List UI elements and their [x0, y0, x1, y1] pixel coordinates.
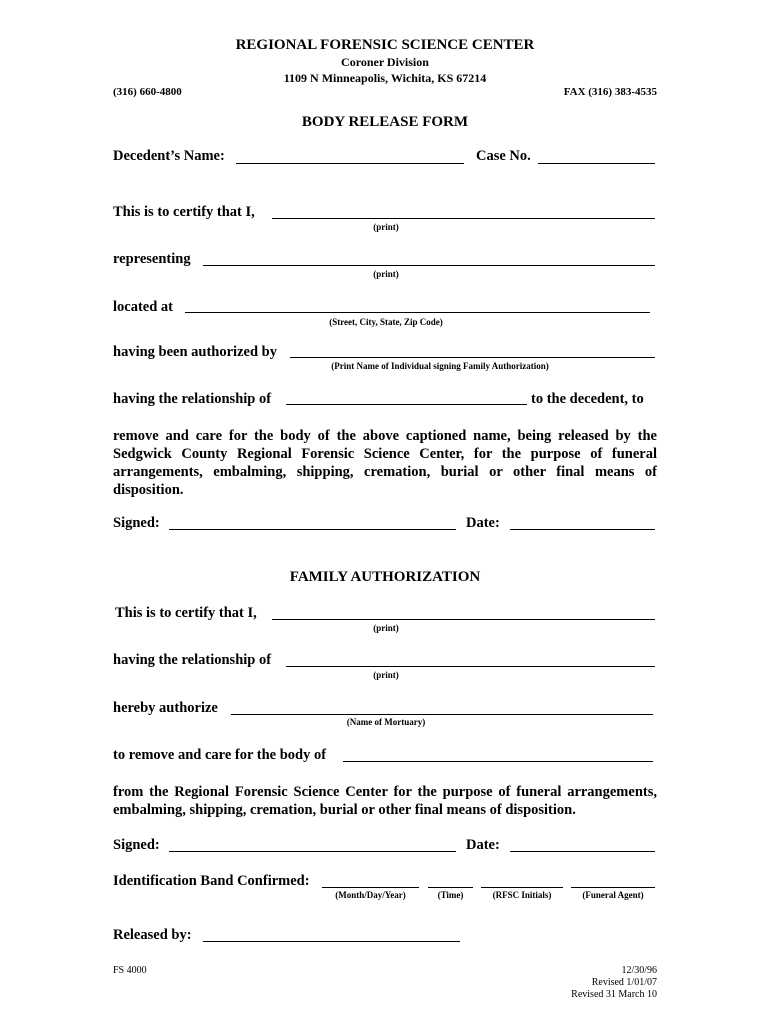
- representing-field[interactable]: [203, 265, 655, 266]
- family-signature-field[interactable]: [169, 851, 456, 852]
- footer-revised-2: Revised 31 March 10: [571, 989, 657, 1000]
- relationship-label: having the relationship of: [113, 391, 272, 407]
- family-paragraph: from the Regional Forensic Science Center for the purpose of funeral arrangements, embalming, shipping, cremation, burial or other final means of disposition.: [113, 784, 657, 818]
- family-signed-label: Signed:: [113, 837, 160, 853]
- family-name-field[interactable]: [272, 619, 655, 620]
- family-certify-label: This is to certify that I,: [115, 605, 257, 621]
- family-date-label: Date:: [466, 837, 500, 853]
- release-paragraph: remove and care for the body of the above captioned name, being released by the Sedgwick County Regional Forensic Science Center, for the purpose of funeral arrangements, embalming, shipping, cremation, burial or other final means of disposition.: [113, 428, 657, 498]
- body-of-label: to remove and care for the body of: [113, 747, 327, 763]
- caption-time: (Time): [437, 890, 464, 900]
- authorized-label: having been authorized by: [113, 344, 277, 360]
- division: Coroner Division: [341, 55, 429, 69]
- authorized-caption: (Print Name of Individual signing Family Authorization): [331, 361, 549, 371]
- representing-label: representing: [113, 251, 191, 267]
- release-date-field[interactable]: [510, 529, 655, 530]
- print-caption: (print): [373, 269, 399, 279]
- location-field[interactable]: [185, 312, 650, 313]
- id-band-rfsc-field[interactable]: [481, 887, 563, 888]
- footer-date: 12/30/96: [621, 965, 657, 976]
- id-band-time-field[interactable]: [428, 887, 473, 888]
- authorizer-field[interactable]: [290, 357, 655, 358]
- id-band-date-field[interactable]: [322, 887, 419, 888]
- decedent-label: Decedent’s Name:: [113, 148, 225, 164]
- released-label: Released by:: [113, 927, 192, 943]
- print-caption: (print): [373, 222, 399, 232]
- body-of-field[interactable]: [343, 761, 653, 762]
- release-signature-field[interactable]: [169, 529, 456, 530]
- signed-label: Signed:: [113, 515, 160, 531]
- print-caption: (print): [373, 670, 399, 680]
- fax: FAX (316) 383-4535: [563, 86, 657, 98]
- id-band-agent-field[interactable]: [571, 887, 655, 888]
- form-number: FS 4000: [113, 965, 147, 976]
- relationship-field[interactable]: [286, 404, 527, 405]
- print-caption: (print): [373, 623, 399, 633]
- authorize-label: hereby authorize: [113, 700, 218, 716]
- family-relationship-field[interactable]: [286, 666, 655, 667]
- caption-date: (Month/Day/Year): [335, 890, 406, 900]
- form-title: BODY RELEASE FORM: [301, 114, 469, 130]
- case-label: Case No.: [476, 148, 531, 164]
- family-title: FAMILY AUTHORIZATION: [289, 569, 481, 585]
- footer-revised-1: Revised 1/01/07: [591, 977, 657, 988]
- mortuary-caption: (Name of Mortuary): [346, 717, 426, 727]
- org-title: REGIONAL FORENSIC SCIENCE CENTER: [235, 37, 535, 53]
- family-relationship-label: having the relationship of: [113, 652, 272, 668]
- to-decedent-text: to the decedent, to: [531, 391, 644, 407]
- decedent-name-field[interactable]: [236, 163, 464, 164]
- case-number-field[interactable]: [538, 163, 655, 164]
- certifier-name-field[interactable]: [272, 218, 655, 219]
- date-label: Date:: [466, 515, 500, 531]
- mortuary-field[interactable]: [231, 714, 653, 715]
- phone: (316) 660-4800: [113, 86, 182, 98]
- address: 1109 N Minneapolis, Wichita, KS 67214: [283, 71, 487, 85]
- family-date-field[interactable]: [510, 851, 655, 852]
- id-band-label: Identification Band Confirmed:: [113, 873, 310, 889]
- located-label: located at: [113, 299, 173, 315]
- certify-label: This is to certify that I,: [113, 204, 255, 220]
- address-caption: (Street, City, State, Zip Code): [329, 317, 443, 327]
- caption-rfsc: (RFSC Initials): [492, 890, 552, 900]
- caption-agent: (Funeral Agent): [582, 890, 644, 900]
- released-by-field[interactable]: [203, 941, 460, 942]
